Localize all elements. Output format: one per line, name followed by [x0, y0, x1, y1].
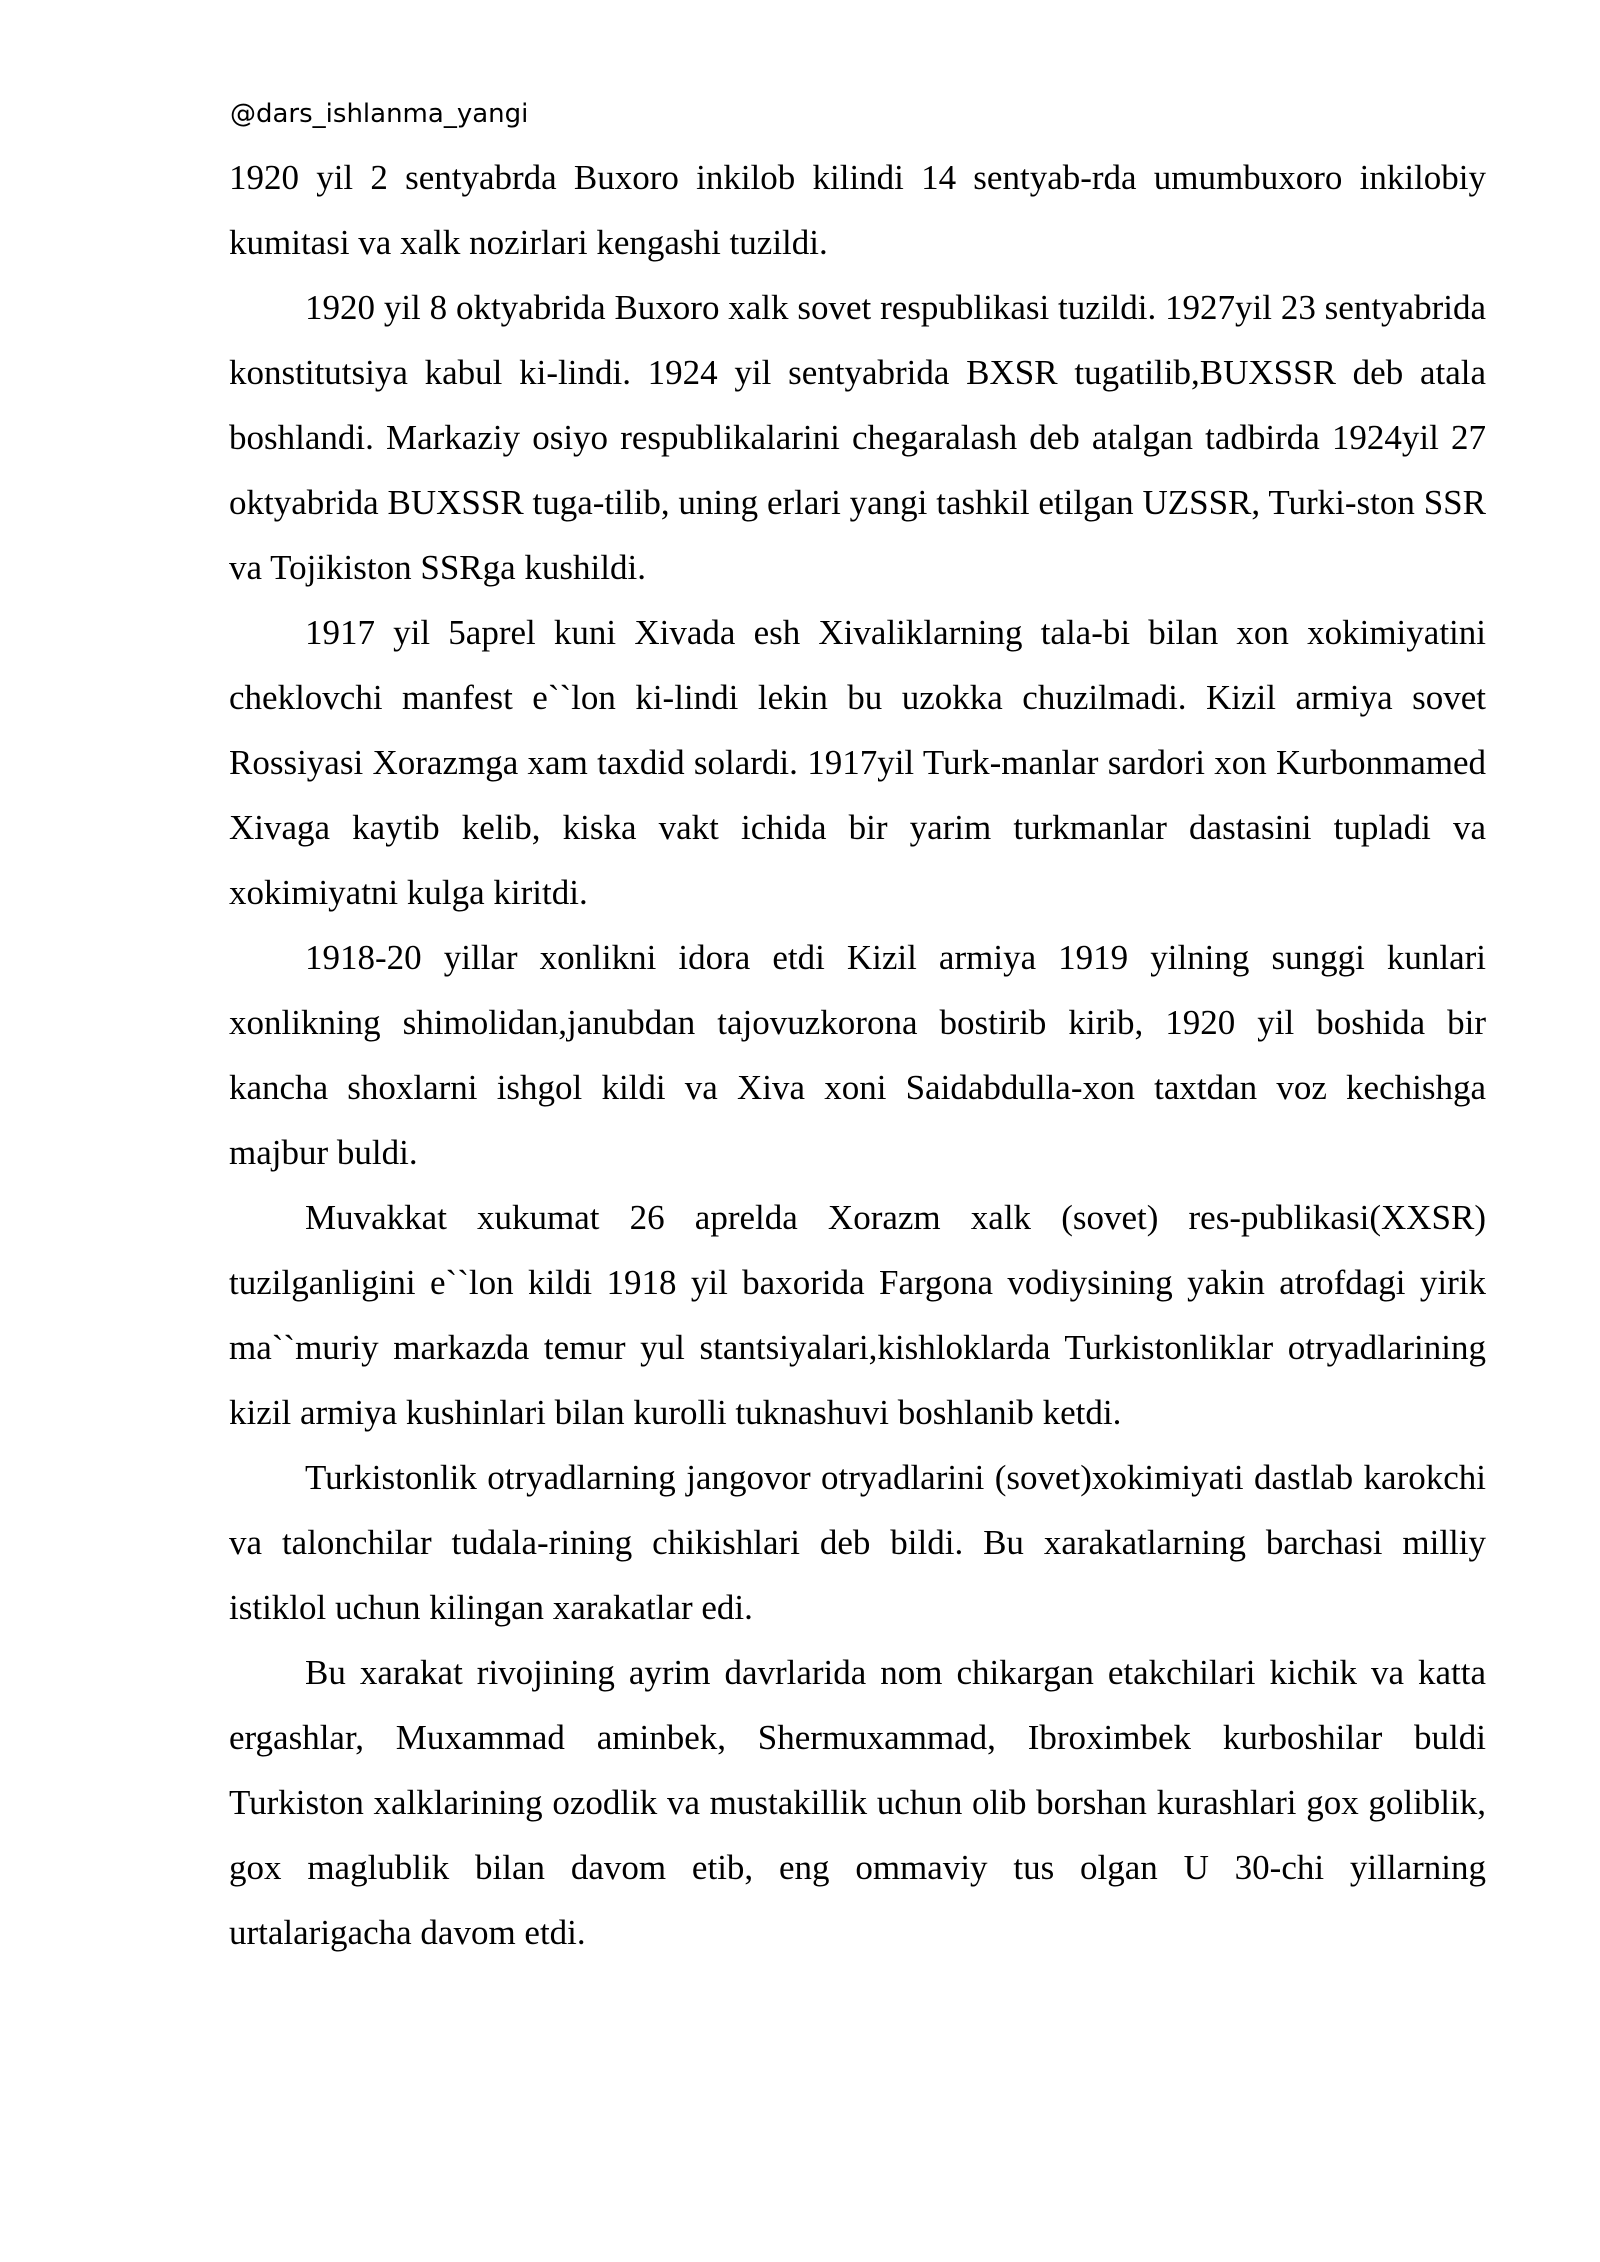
paragraph-7: Bu xarakat rivojining ayrim davrlarida nom chikargan etakchilari kichik va katta ergashlar, Muxammad aminbek, Shermuxammad, Ibroximbek kurboshilar buldi Turkiston xalklarining ozodlik va mustakillik uchun olib borshan kurashlari gox goliblik, gox maglublik bilan davom etib, eng ommaviy tus olgan U 30-chi yillarning urtalarigacha davom etdi. — [229, 1653, 1486, 1952]
paragraph-6: Turkistonlik otryadlarning jangovor otryadlarini (sovet)xokimiyati dastlab karokchi va talonchilar tudala-rining chikishlari deb bildi. Bu xarakatlarning barchasi milliy istiklol uchun kilingan xarakatlar edi. — [229, 1458, 1486, 1627]
channel-handle: @dars_ishlanma_yangi — [230, 99, 529, 129]
paragraph-5: Muvakkat xukumat 26 aprelda Xorazm xalk (sovet) res-publikasi(XXSR) tuzilganligini e``lon kildi 1918 yil baxorida Fargona vodiysining yakin atrofdagi yirik ma``muriy markazda temur yul stantsiyalari,kishloklarda Turkistonliklar otryadlarining kizil armiya kushinlari bilan kurolli tuknashuvi boshlanib ketdi. — [229, 1198, 1486, 1432]
paragraph-3: 1917 yil 5aprel kuni Xivada esh Xivaliklarning tala-bi bilan xon xokimiyatini cheklovchi manfest e``lon ki-lindi lekin bu uzokka chuzilmadi. Kizil armiya sovet Rossiyasi Xorazmga xam taxdid solardi. 1917yil Turk-manlar sardori xon Kurbonmamed Xivaga kaytib kelib, kiska vakt ichida bir yarim turkmanlar dastasini tupladi va xokimiyatni kulga kiritdi. — [229, 613, 1486, 912]
paragraph-2: 1920 yil 8 oktyabrida Buxoro xalk sovet respublikasi tuzildi. 1927yil 23 sentyabrida konstitutsiya kabul ki-lindi. 1924 yil sentyabrida BXSR tugatilib,BUXSSR deb atala boshlandi. Markaziy osiyo respublikalarini chegaralash deb atalgan tadbirda 1924yil 27 oktyabrida BUXSSR tuga-tilib, uning erlari yangi tashkil etilgan UZSSR, Turki-ston SSR va Tojikiston SSRga kushildi. — [229, 288, 1486, 587]
paragraph-4: 1918-20 yillar xonlikni idora etdi Kizil armiya 1919 yilning sunggi kunlari xonlikning shimolidan,janubdan tajovuzkorona bostirib kirib, 1920 yil boshida bir kancha shoxlarni ishgol kildi va Xiva xoni Saidabdulla-xon taxtdan voz kechishga majbur buldi. — [229, 938, 1486, 1172]
paragraph-1: 1920 yil 2 sentyabrda Buxoro inkilob kilindi 14 sentyab-rda umumbuxoro inkilobiy kumitasi va xalk nozirlari kengashi tuzildi. — [229, 158, 1486, 262]
document-body — [229, 145, 1486, 1965]
